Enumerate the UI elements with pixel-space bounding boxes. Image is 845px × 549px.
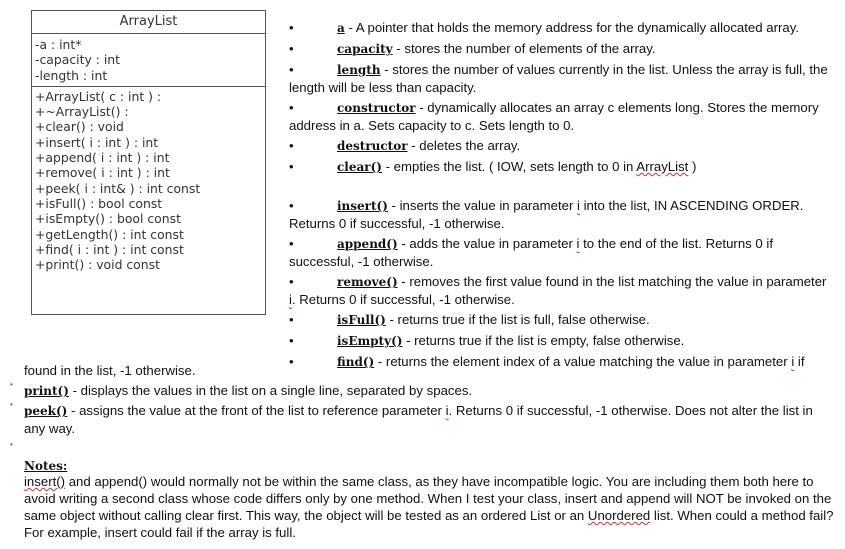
uml-operation: +ArrayList( c : int ) : xyxy=(35,88,162,104)
bullet-icon: • xyxy=(289,354,294,369)
param-i: i xyxy=(791,354,795,369)
param-i: i xyxy=(577,198,580,213)
list-item-capacity xyxy=(289,40,835,58)
desc-peek-end: . Returns 0 if successful, -1 otherwise. Does not alter the list in any way. xyxy=(24,403,813,436)
uml-class-diagram xyxy=(31,10,266,315)
param-i: i xyxy=(576,236,580,251)
list-item-insert xyxy=(289,197,835,232)
uml-operation: +print() : void const xyxy=(35,257,160,273)
term-constructor: constructor xyxy=(337,101,416,115)
uml-operations xyxy=(32,87,265,273)
bullet-icon: • xyxy=(289,274,294,289)
desc-find: - returns the element index of a value matching the value in parameter xyxy=(374,354,792,369)
desc-remove-end: . Returns 0 if successful, -1 otherwise. xyxy=(291,292,515,307)
desc-insert-end: into the list, IN ASCENDING ORDER. Returns 0 if successful, -1 otherwise. xyxy=(289,198,804,231)
uml-attribute: -length : int xyxy=(35,67,108,83)
bullet-icon: • xyxy=(289,41,294,56)
notes-unordered: Unordered xyxy=(587,508,651,523)
desc-constructor: - dynamically allocates an array c elements long. Stores the memory address in a. Sets capacity to c. Sets length to 0. xyxy=(289,100,819,133)
term-length: length xyxy=(337,63,381,77)
desc-clear: - empties the list. ( IOW, sets length to 0 in xyxy=(381,159,637,174)
notes-text-end: list. xyxy=(650,508,674,523)
bullet-icon: • xyxy=(289,138,294,153)
list-item-peek xyxy=(24,402,834,437)
list-item-constructor xyxy=(289,99,835,134)
bullet-icon: • xyxy=(10,380,13,389)
desc-peek: - assigns the value at the front of the list to reference parameter xyxy=(67,403,446,418)
uml-attribute: -capacity : int xyxy=(35,52,120,68)
desc-isfull: - returns true if the list is full, false otherwise. xyxy=(385,312,650,327)
uml-operation: +isFull() : bool const xyxy=(35,195,163,211)
class-ref: ArrayList xyxy=(636,159,689,174)
desc-insert: - inserts the value in parameter xyxy=(387,198,578,213)
uml-operation: +~ArrayList() : xyxy=(35,104,129,120)
desc-clear-end: ) xyxy=(688,159,697,174)
desc-a: - A pointer that holds the memory address for the dynamically allocated array. xyxy=(344,20,799,35)
uml-operation: +clear() : void xyxy=(35,119,124,135)
desc-append: - adds the value in parameter xyxy=(397,236,577,251)
uml-operation: +find( i : int ) : int const xyxy=(35,241,184,257)
term-isempty: isEmpty() xyxy=(337,334,403,348)
uml-operation: +append( i : int ) : int xyxy=(35,150,170,166)
term-isfull: isFull() xyxy=(337,313,386,327)
term-print: print() xyxy=(24,384,69,398)
desc-capacity: - stores the number of elements of the array. xyxy=(392,41,656,56)
bullet-icon: • xyxy=(10,400,13,409)
bullet-icon: • xyxy=(289,333,294,348)
list-item-destructor xyxy=(289,137,835,155)
notes-insert-ref: insert() xyxy=(24,474,66,489)
uml-operation: +isEmpty() : bool const xyxy=(35,211,181,227)
list-item-print xyxy=(24,382,834,400)
bullet-icon: • xyxy=(289,20,294,35)
member-description-list xyxy=(289,19,835,371)
param-i: i xyxy=(289,292,292,307)
bullet-icon: • xyxy=(289,312,294,327)
notes-text: and append() would normally not be within the same class, as they have incompatible logic. You are including them both here to avoid writing a second class whose code differs only by one method. When I test your class, insert and append will NOT be invoked on the same object without calling clear first. This way, the object will be tested as an ordered List or an xyxy=(24,474,832,523)
bullet-icon: • xyxy=(289,100,294,115)
list-item-remove xyxy=(289,273,835,308)
uml-operation: +peek( i : int& ) : int const xyxy=(35,180,201,196)
term-remove: remove() xyxy=(337,275,398,289)
uml-attribute: -a : int* xyxy=(35,37,82,52)
uml-operation: +insert( i : int ) : int xyxy=(35,134,159,150)
uml-attributes xyxy=(32,34,265,87)
bullet-icon: • xyxy=(289,62,294,77)
desc-find-end: if xyxy=(794,354,805,369)
desc-remove: - removes the first value found in the list matching the value in parameter xyxy=(397,274,827,289)
term-append: append() xyxy=(337,237,398,251)
bullet-icon: • xyxy=(289,236,294,251)
notes-body xyxy=(24,473,834,541)
find-continuation: found in the list, -1 otherwise. xyxy=(24,363,196,378)
term-insert: insert() xyxy=(337,199,388,213)
uml-operation: +remove( i : int ) : int xyxy=(35,165,170,181)
term-find: find() xyxy=(337,355,375,369)
notes-heading-text: Notes: xyxy=(24,459,68,473)
list-item-isfull xyxy=(289,311,835,329)
desc-append-end: to the end of the list. Returns 0 if successful, -1 otherwise. xyxy=(289,236,774,269)
notes-question: When could a method fail? For example, insert could fail if the array is full. xyxy=(24,508,834,540)
bullet-icon: • xyxy=(10,440,13,449)
desc-isempty: - returns true if the list is empty, false otherwise. xyxy=(402,333,685,348)
uml-operation: +getLength() : int const xyxy=(35,226,184,242)
param-i: i xyxy=(445,403,449,418)
list-item-a xyxy=(289,19,835,37)
term-a: a xyxy=(337,21,345,35)
desc-print: - displays the values in the list on a single line, separated by spaces. xyxy=(68,383,473,398)
uml-class-name: ArrayList xyxy=(32,11,265,34)
term-destructor: destructor xyxy=(337,139,408,153)
list-item-length xyxy=(289,61,835,96)
list-item-append xyxy=(289,235,835,270)
term-peek: peek() xyxy=(24,404,68,418)
list-item-isempty xyxy=(289,332,835,350)
desc-length: - stores the number of values currently in the list. Unless the array is full, the length will be less than capacity. xyxy=(289,62,828,95)
desc-destructor: - deletes the array. xyxy=(407,138,521,153)
term-clear: clear() xyxy=(337,160,382,174)
bullet-icon: • xyxy=(289,159,294,174)
term-capacity: capacity xyxy=(337,42,393,56)
list-item-clear xyxy=(289,158,835,176)
bullet-icon: • xyxy=(289,198,294,213)
